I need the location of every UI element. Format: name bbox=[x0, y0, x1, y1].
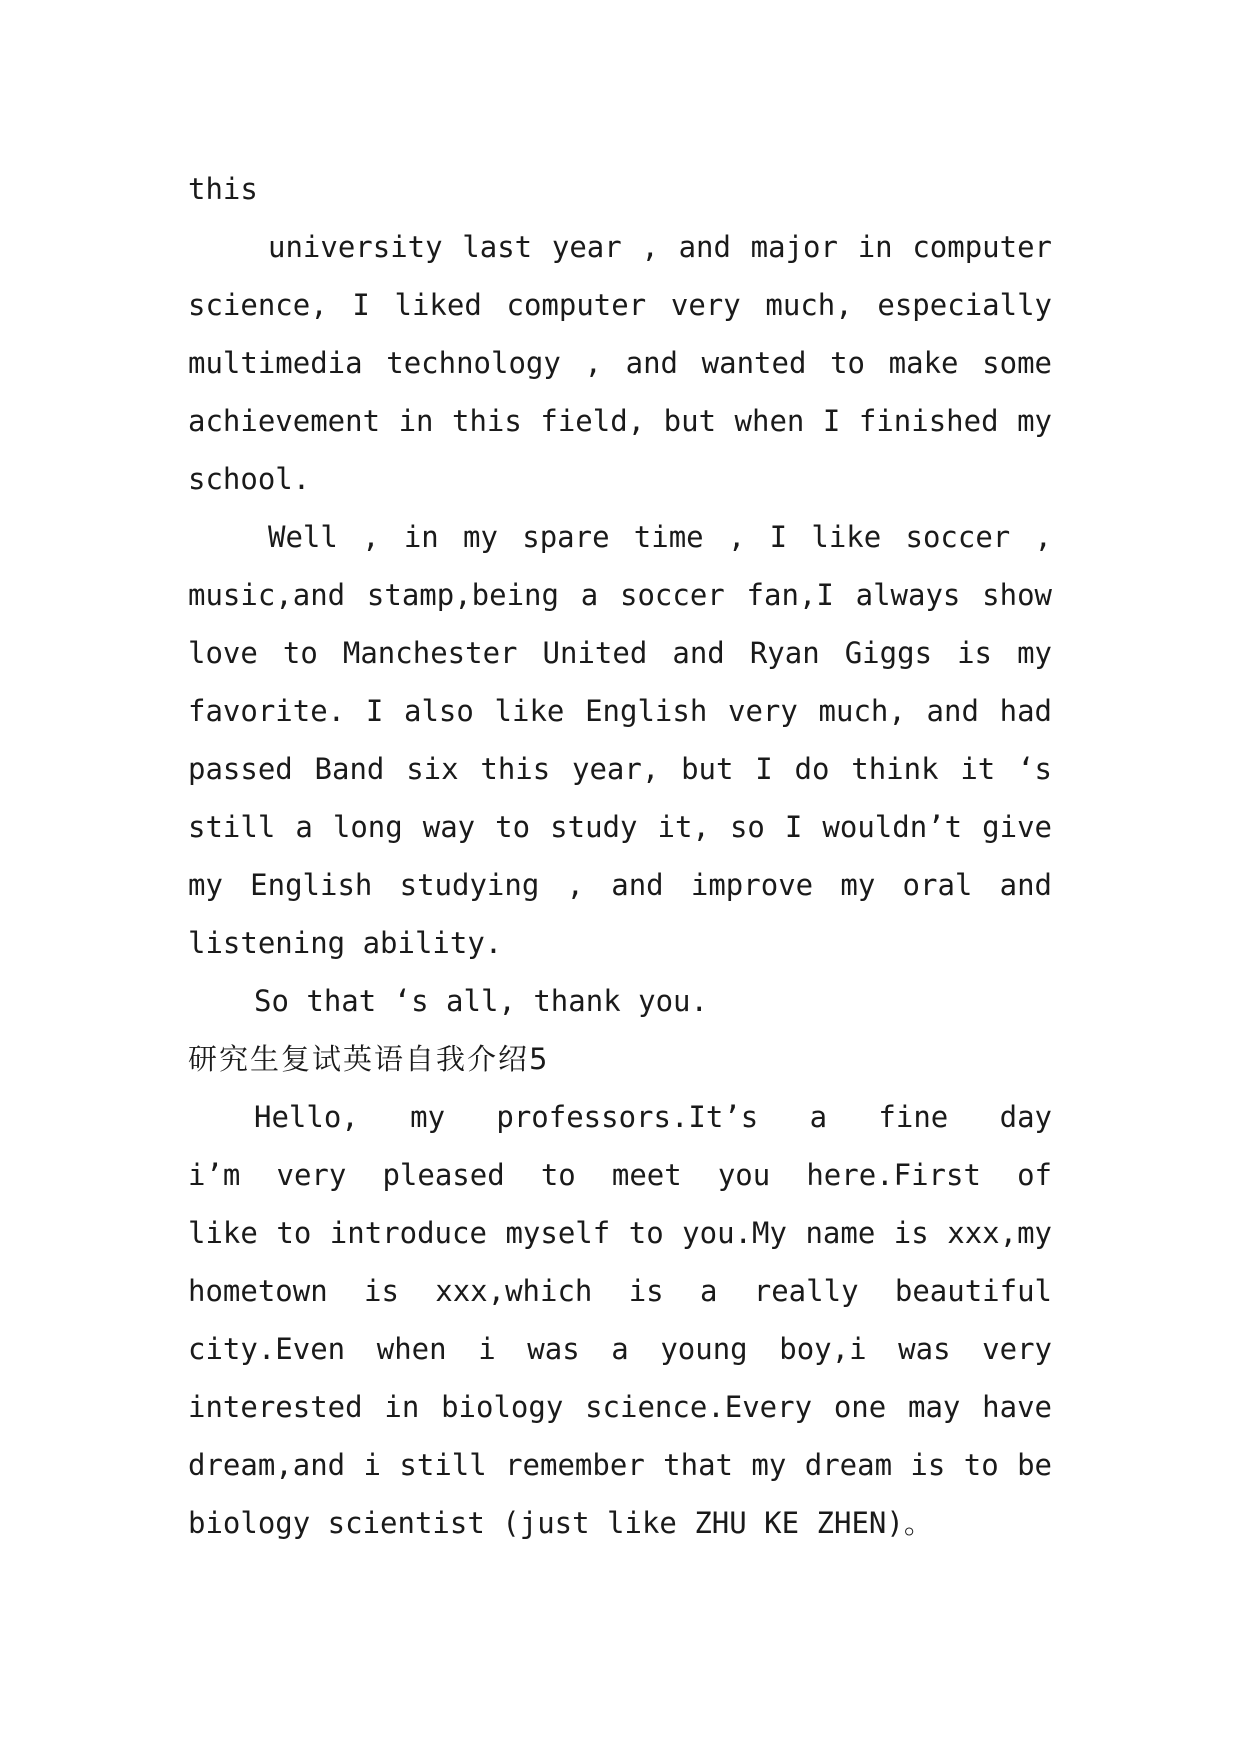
text-line: university last year , and major in computer bbox=[268, 230, 1052, 264]
text-line: still a long way to study it, so I wouldn’t give bbox=[188, 810, 1052, 844]
text-line: interested in biology science.Every one may have bbox=[188, 1390, 1052, 1424]
text-line: achievement in this field, but when I finished my bbox=[188, 404, 1052, 438]
text-line: biology scientist (just like ZHU KE ZHEN)。 bbox=[188, 1506, 933, 1540]
text-line: like to introduce myself to you.My name is xxx,my bbox=[188, 1216, 1052, 1250]
text-line: So that ‘s all, thank you. bbox=[254, 984, 708, 1018]
text-line: this bbox=[188, 172, 258, 206]
text-line: dream,and i still remember that my dream is to be bbox=[188, 1448, 1052, 1482]
text-line: city.Even when i was a young boy,i was very bbox=[188, 1332, 1052, 1366]
text-line: science, I liked computer very much, especially bbox=[188, 288, 1052, 322]
text-line: hometown is xxx,which is a really beautiful bbox=[188, 1274, 1052, 1308]
text-line: i’m very pleased to meet you here.First of bbox=[188, 1158, 1052, 1192]
section-heading: 研究生复试英语自我介绍5 bbox=[188, 1042, 550, 1076]
text-line: favorite. I also like English very much, and had bbox=[188, 694, 1052, 728]
text-line: listening ability. bbox=[188, 926, 503, 960]
text-line: school. bbox=[188, 462, 311, 496]
text-line: music,and stamp,being a soccer fan,I always show bbox=[188, 578, 1052, 612]
document-body bbox=[188, 160, 1052, 1552]
text-line: love to Manchester United and Ryan Giggs is my bbox=[188, 636, 1052, 670]
text-line: my English studying , and improve my oral and bbox=[188, 868, 1052, 902]
text-line: Well , in my spare time , I like soccer , bbox=[268, 520, 1052, 554]
text-line: Hello, my professors.It’s a fine day bbox=[254, 1100, 1052, 1134]
text-line: multimedia technology , and wanted to make some bbox=[188, 346, 1052, 380]
text-line: passed Band six this year, but I do think it ‘s bbox=[188, 752, 1052, 786]
